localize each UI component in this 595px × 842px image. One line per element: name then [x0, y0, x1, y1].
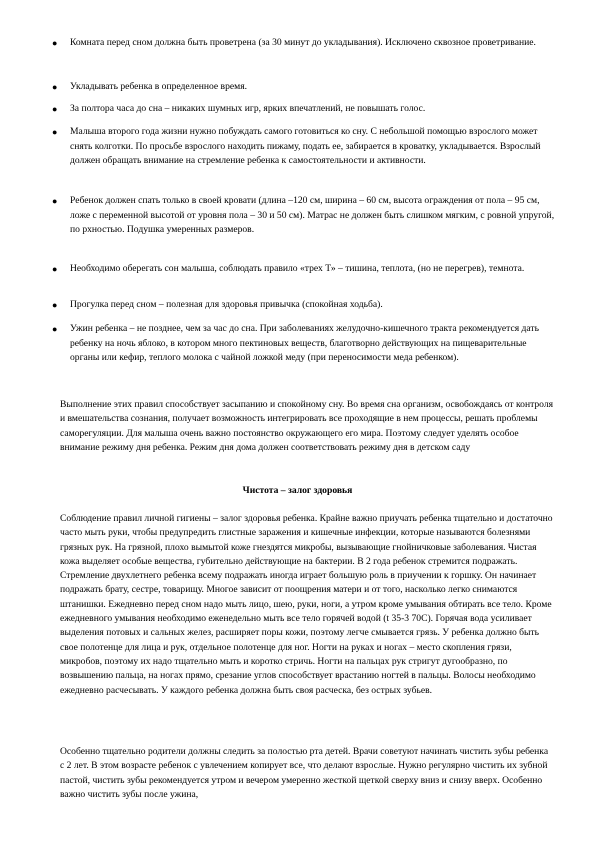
list-item [52, 298, 555, 313]
bullet-icon: ● [52, 300, 58, 310]
list-item-text: Малыша второго года жизни нужно побуждать самого готовиться ко сну. С небольшой помощью взрослого может снять колготки. По просьбе взрослого находить пижаму, подать ее, забирается в кроватку, укладывается. Взрослый должен обращать внимание на стремление ребенка к самостоятельности и активности. [70, 126, 541, 166]
bullet-icon: ● [52, 324, 58, 334]
list-item [52, 80, 555, 95]
bullet-icon: ● [52, 82, 58, 92]
list-item-text: Необходимо оберегать сон малыша, соблюдать правило «трех Т» – тишина, теплота, (но не перегрев), темнота. [70, 263, 525, 274]
oral-care-paragraph: Особенно тщательно родители должны следить за полостью рта детей. Врачи советуют начинать чистить зубы ребенка с 2 лет. В этом возрасте ребенок с увлечением копирует все, что делают взрослые. Нужно регулярно чистить их зубной пастой, чистить зубы рекомендуется утром и вечером умеренно жесткой щеткой сверху вниз и снизу вверх. Особенно важно чистить зубы после ужина, [60, 746, 549, 800]
section-heading: Чистота – залог здоровья [242, 485, 353, 496]
list-item [52, 262, 555, 277]
bullet-icon: ● [52, 104, 58, 114]
bullet-icon: ● [52, 264, 58, 274]
bullet-icon: ● [52, 38, 58, 48]
list-item-text: Ребенок должен спать только в своей кровати (длина –120 см, ширина – 60 см, высота ограждения от пола – 95 см, ложе с переменной высотой от уровня пола – 30 и 50 см). Матрас не должен быть слишком мягким, с ровной упругой, по рхностью. Подушка умеренных размеров. [70, 195, 555, 235]
list-item [52, 102, 555, 117]
list-item [52, 322, 555, 366]
list-item-text: Прогулка перед сном – полезная для здоровья привычка (спокойная ходьба). [70, 299, 383, 310]
list-item [52, 194, 555, 238]
list-item-text: Комната перед сном должна быть проветрена (за 30 минут до укладывания). Исключено сквозное проветривание. [70, 37, 536, 48]
list-item [52, 125, 555, 169]
hygiene-paragraph: Соблюдение правил личной гигиены – залог здоровья ребенка. Крайне важно приучать ребенка тщательно и достаточно часто мыть руки, чтобы предупредить глистные заражения и кишечные инфекции, которые называются болезнями грязных рук. На грязной, плохо вымытой коже гнездятся микробы, вызывающие гнойничковые заболевания. Чистая кожа выделяет особые вещества, губительно действующие на бактерии. В 2 года ребенок стремится подражать. Стремление двухлетнего ребенка всему подражать иногда играет большую роль в приучении к горшку. Он начинает подражать брату, сестре, товарищу. Многое зависит от поощрения матери и от того, насколько легко снимаются штанишки. Ежедневно перед сном надо мыть лицо, шею, руки, ноги, а утром кроме умывания обтирать все тело. Кроме ежедневного умывания необходимо еженедельно мыть все тело горячей водой (t 35-3 70С). Горячая вода усиливает выделения потовых и сальных желез, расширяет поры кожи, поэтому легче смывается грязь. У ребенка должно быть свое полотенце для лица и рук, отдельное полотенце для ног. Ногти на руках и ногах – место скопления грязи, микробов, поэтому их надо тщательно мыть и коротко стричь. Ногти на пальцах рук стригут дугообразно, по возвышению пальца, на ногах прямо, срезание углов способствует врастанию ногтей в пальцы. Волосы необходимо ежедневно расчесывать. У каждого ребенка должна быть своя расческа, без острых зубьев. [60, 513, 553, 696]
list-item-text: Укладывать ребенка в определенное время. [70, 81, 248, 92]
list-item-text: За полтора часа до сна – никаких шумных игр, ярких впечатлений, не повышать голос. [70, 103, 426, 114]
bullet-icon: ● [52, 127, 58, 137]
list-item-text: Ужин ребенка – не позднее, чем за час до сна. При заболеваниях желудочно-кишечного тракта рекомендуется дать ребенку на ночь яблоко, в котором много пектиновых веществ, благотворно действующих на пищеварительные органы или кефир, теплого молока с чайной ложкой меду (при переносимости меда ребенком). [70, 323, 539, 363]
list-item [52, 36, 555, 51]
bullet-icon: ● [52, 196, 58, 206]
sleep-summary-paragraph: Выполнение этих правил способствует засыпанию и спокойному сну. Во время сна организм, освобождаясь от контроля и вмешательства сознания, получает возможность интегрировать все проходящие в нем процессы, решать проблемы саморегуляции. Для малыша очень важно постоянство окружающего его мира. Поэтому следует уделять особое внимание режиму дня ребенка. Режим дня дома должен соответствовать режиму дня в детском саду [60, 399, 554, 453]
